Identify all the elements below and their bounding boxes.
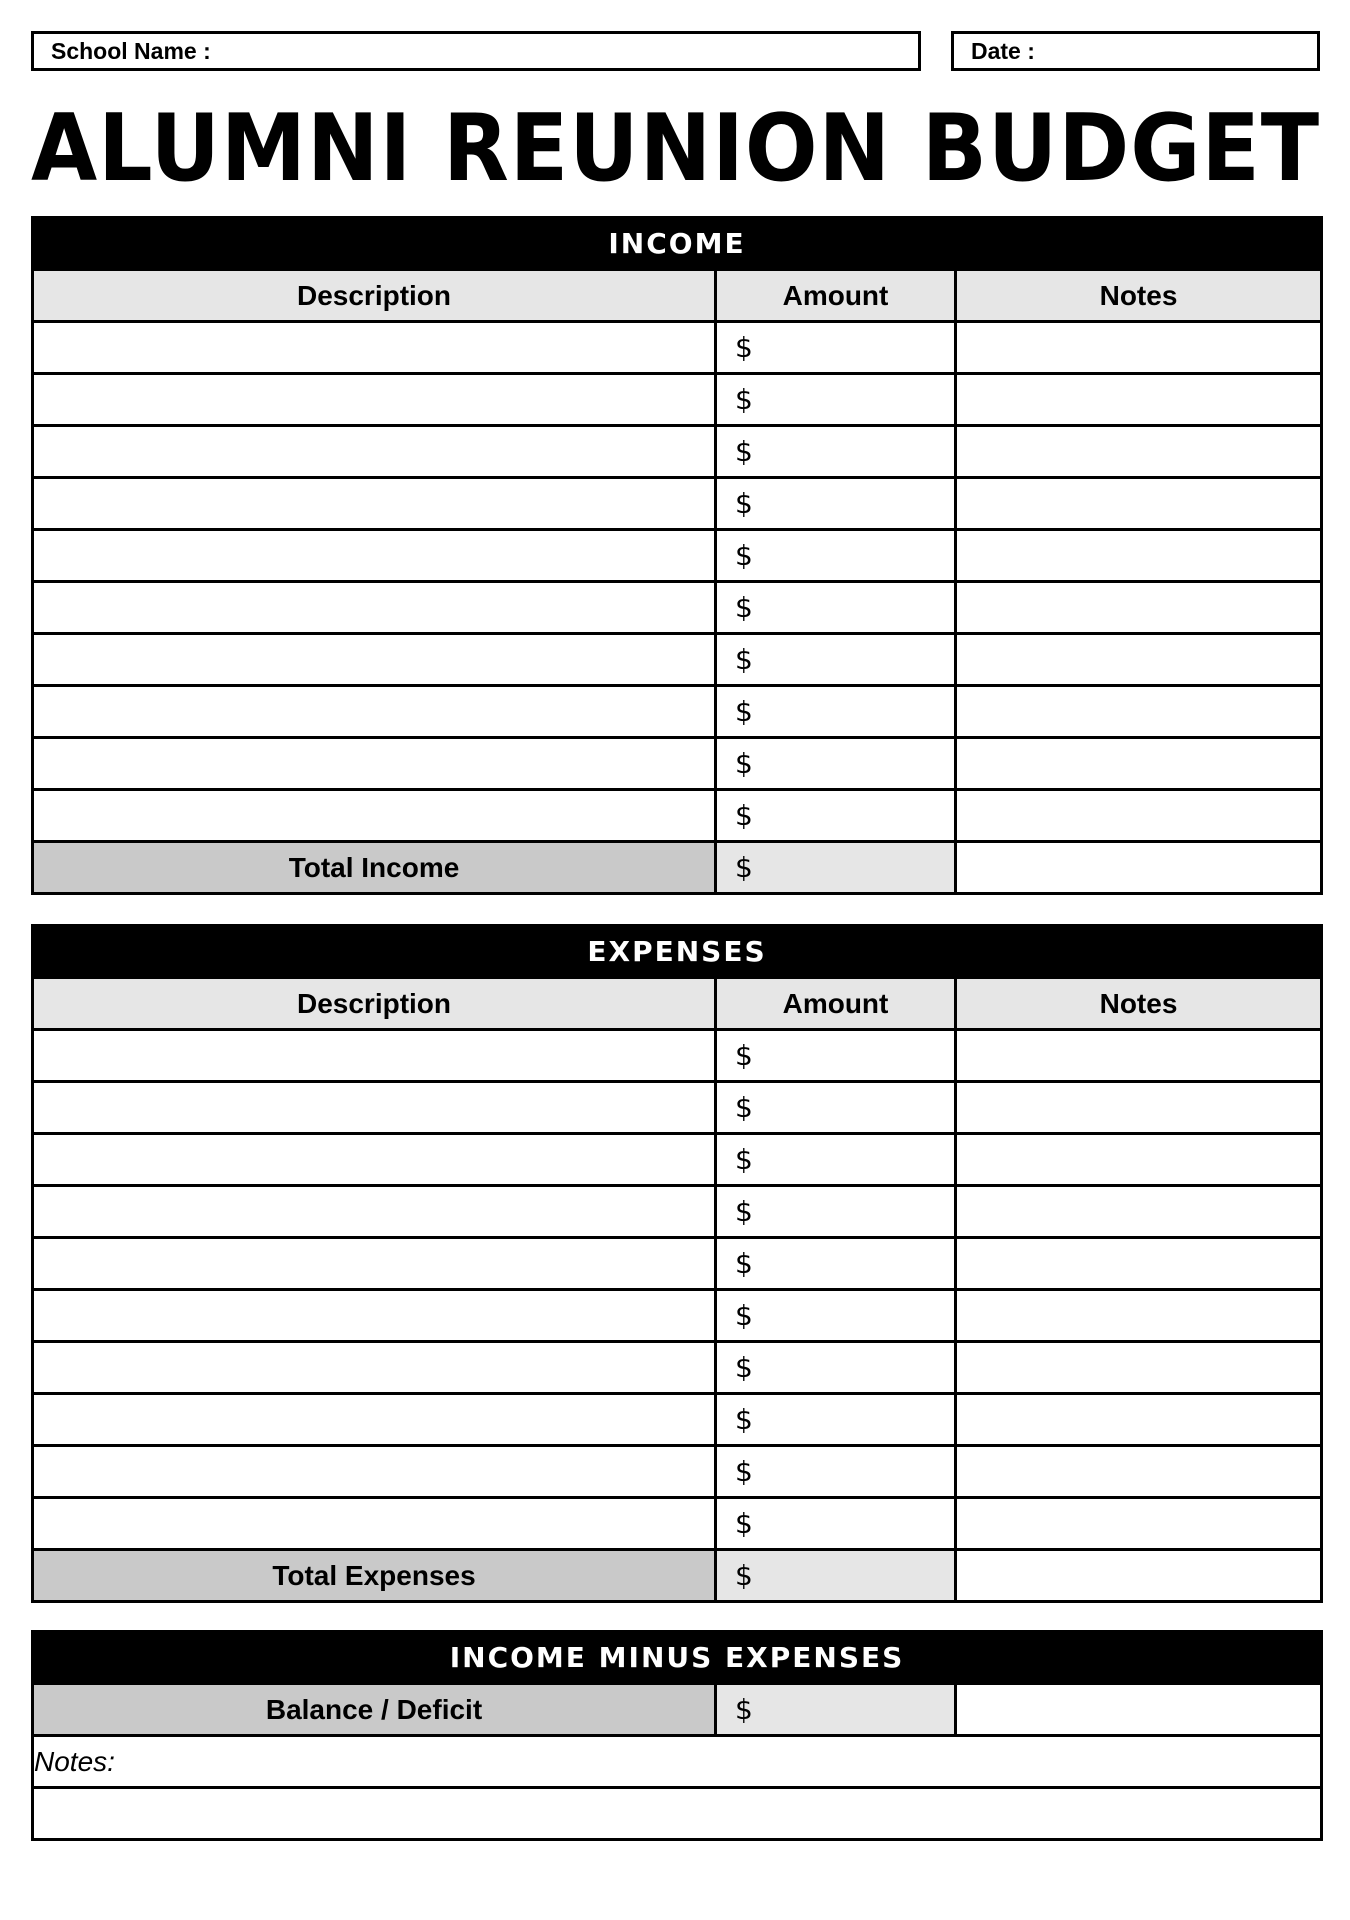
income-description-cell[interactable]	[33, 582, 716, 634]
income-amount-cell[interactable]: $	[716, 582, 956, 634]
income-description-cell[interactable]	[33, 738, 716, 790]
income-col-amount: Amount	[716, 270, 956, 322]
expense-rows	[33, 1030, 1322, 1550]
notes-label: Notes:	[34, 1745, 115, 1777]
income-description-cell[interactable]	[33, 426, 716, 478]
income-notes-cell[interactable]	[956, 374, 1322, 426]
income-notes-cell[interactable]	[956, 530, 1322, 582]
income-amount-cell[interactable]: $	[716, 634, 956, 686]
income-heading: INCOME	[33, 218, 1322, 270]
expense-row	[33, 1342, 1322, 1394]
total-income-notes[interactable]	[956, 842, 1322, 894]
total-expenses-amount[interactable]: $	[716, 1550, 956, 1602]
expense-notes-cell[interactable]	[956, 1030, 1322, 1082]
income-description-cell[interactable]	[33, 790, 716, 842]
expense-notes-cell[interactable]	[956, 1498, 1322, 1550]
expenses-heading: EXPENSES	[33, 926, 1322, 978]
income-rows	[33, 322, 1322, 842]
income-notes-cell[interactable]	[956, 738, 1322, 790]
expense-description-cell[interactable]	[33, 1186, 716, 1238]
expense-amount-cell[interactable]: $	[716, 1186, 956, 1238]
expense-notes-cell[interactable]	[956, 1342, 1322, 1394]
income-row	[33, 322, 1322, 374]
school-name-field[interactable]	[31, 31, 921, 71]
expense-row	[33, 1290, 1322, 1342]
income-row	[33, 582, 1322, 634]
total-expenses-notes[interactable]	[956, 1550, 1322, 1602]
expense-amount-cell[interactable]: $	[716, 1394, 956, 1446]
income-description-cell[interactable]	[33, 530, 716, 582]
income-table	[31, 216, 1323, 895]
expense-description-cell[interactable]	[33, 1030, 716, 1082]
expense-row	[33, 1238, 1322, 1290]
income-amount-cell[interactable]: $	[716, 426, 956, 478]
income-notes-cell[interactable]	[956, 634, 1322, 686]
expense-description-cell[interactable]	[33, 1394, 716, 1446]
income-notes-cell[interactable]	[956, 478, 1322, 530]
expense-row	[33, 1134, 1322, 1186]
expense-description-cell[interactable]	[33, 1498, 716, 1550]
expense-row	[33, 1394, 1322, 1446]
expense-row	[33, 1186, 1322, 1238]
expense-description-cell[interactable]	[33, 1082, 716, 1134]
expense-amount-cell[interactable]: $	[716, 1134, 956, 1186]
total-income-label: Total Income	[33, 842, 716, 894]
expense-row	[33, 1030, 1322, 1082]
expense-notes-cell[interactable]	[956, 1394, 1322, 1446]
expense-notes-cell[interactable]	[956, 1446, 1322, 1498]
balance-deficit-label: Balance / Deficit	[33, 1684, 716, 1736]
expense-amount-cell[interactable]: $	[716, 1030, 956, 1082]
income-amount-cell[interactable]: $	[716, 790, 956, 842]
expense-notes-cell[interactable]	[956, 1238, 1322, 1290]
date-field[interactable]	[951, 31, 1320, 71]
expense-description-cell[interactable]	[33, 1238, 716, 1290]
income-notes-cell[interactable]	[956, 582, 1322, 634]
income-col-description: Description	[33, 270, 716, 322]
expense-notes-cell[interactable]	[956, 1290, 1322, 1342]
income-row	[33, 634, 1322, 686]
expense-description-cell[interactable]	[33, 1134, 716, 1186]
income-notes-cell[interactable]	[956, 790, 1322, 842]
expense-notes-cell[interactable]	[956, 1134, 1322, 1186]
notes-line[interactable]	[33, 1788, 1322, 1840]
expenses-col-description: Description	[33, 978, 716, 1030]
summary-heading: INCOME MINUS EXPENSES	[33, 1632, 1322, 1684]
total-income-amount[interactable]: $	[716, 842, 956, 894]
expense-amount-cell[interactable]: $	[716, 1342, 956, 1394]
income-row	[33, 686, 1322, 738]
income-description-cell[interactable]	[33, 634, 716, 686]
expense-row	[33, 1498, 1322, 1550]
income-row	[33, 790, 1322, 842]
notes-field[interactable]	[33, 1736, 1322, 1788]
expenses-col-amount: Amount	[716, 978, 956, 1030]
expense-amount-cell[interactable]: $	[716, 1446, 956, 1498]
income-amount-cell[interactable]: $	[716, 686, 956, 738]
date-label: Date :	[971, 37, 1035, 64]
page-title: ALUMNI REUNION BUDGET	[31, 94, 1321, 202]
income-notes-cell[interactable]	[956, 426, 1322, 478]
income-row	[33, 374, 1322, 426]
school-name-label: School Name :	[51, 37, 211, 64]
income-row	[33, 426, 1322, 478]
income-amount-cell[interactable]: $	[716, 738, 956, 790]
income-row	[33, 738, 1322, 790]
expense-amount-cell[interactable]: $	[716, 1290, 956, 1342]
expense-description-cell[interactable]	[33, 1290, 716, 1342]
expense-amount-cell[interactable]: $	[716, 1082, 956, 1134]
expense-description-cell[interactable]	[33, 1342, 716, 1394]
expense-row	[33, 1446, 1322, 1498]
expenses-col-notes: Notes	[956, 978, 1322, 1030]
expense-amount-cell[interactable]: $	[716, 1238, 956, 1290]
balance-deficit-amount[interactable]: $	[716, 1684, 956, 1736]
income-amount-cell[interactable]: $	[716, 530, 956, 582]
income-col-notes: Notes	[956, 270, 1322, 322]
income-description-cell[interactable]	[33, 686, 716, 738]
expense-description-cell[interactable]	[33, 1446, 716, 1498]
expense-notes-cell[interactable]	[956, 1082, 1322, 1134]
total-expenses-label: Total Expenses	[33, 1550, 716, 1602]
expense-row	[33, 1082, 1322, 1134]
income-description-cell[interactable]	[33, 322, 716, 374]
income-amount-cell[interactable]: $	[716, 322, 956, 374]
income-notes-cell[interactable]	[956, 322, 1322, 374]
income-amount-cell[interactable]: $	[716, 374, 956, 426]
income-description-cell[interactable]	[33, 374, 716, 426]
income-notes-cell[interactable]	[956, 686, 1322, 738]
balance-deficit-notes[interactable]	[956, 1684, 1322, 1736]
expense-notes-cell[interactable]	[956, 1186, 1322, 1238]
summary-table	[31, 1630, 1323, 1841]
income-row	[33, 530, 1322, 582]
income-amount-cell[interactable]: $	[716, 478, 956, 530]
income-description-cell[interactable]	[33, 478, 716, 530]
expense-amount-cell[interactable]: $	[716, 1498, 956, 1550]
expenses-table	[31, 924, 1323, 1603]
income-row	[33, 478, 1322, 530]
